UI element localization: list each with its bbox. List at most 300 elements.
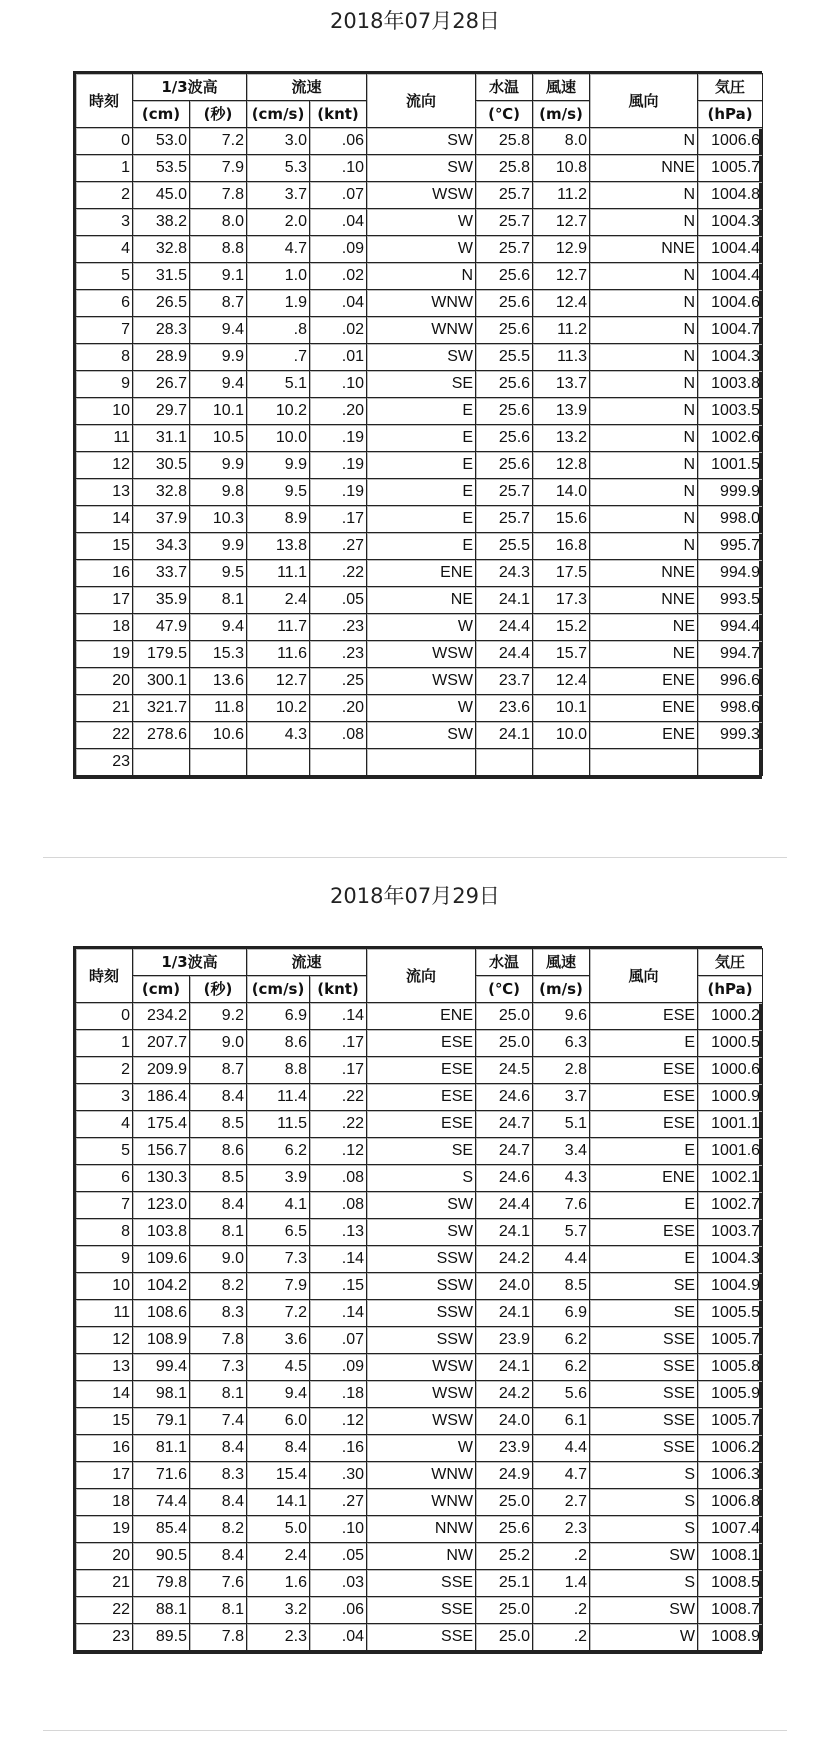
- cell-wind-speed: 15.7: [533, 641, 590, 668]
- cell-current-knt: .10: [310, 371, 367, 398]
- cell-wind-speed: 11.3: [533, 344, 590, 371]
- cell-current-knt: .04: [310, 209, 367, 236]
- cell-time: 4: [76, 1111, 133, 1138]
- cell-wave-height: 34.3: [133, 533, 190, 560]
- cell-wave-period: 9.4: [190, 614, 247, 641]
- cell-wind-speed: 12.4: [533, 668, 590, 695]
- cell-current-cms: 3.7: [247, 182, 310, 209]
- cell-wind-speed: 11.2: [533, 317, 590, 344]
- cell-current-direction: SW: [367, 722, 476, 749]
- cell-current-knt: .17: [310, 1030, 367, 1057]
- cell-current-knt: .09: [310, 1354, 367, 1381]
- cell-current-direction: WSW: [367, 641, 476, 668]
- cell-current-direction: N: [367, 263, 476, 290]
- cell-wave-height: 26.5: [133, 290, 190, 317]
- cell-wind-direction: NE: [590, 641, 698, 668]
- cell-current-knt: .04: [310, 1624, 367, 1651]
- table-row: [76, 1462, 763, 1489]
- cell-wave-period: 7.8: [190, 182, 247, 209]
- cell-wave-period: 7.2: [190, 128, 247, 155]
- cell-wave-period: 15.3: [190, 641, 247, 668]
- cell-time: 21: [76, 1570, 133, 1597]
- cell-current-knt: .02: [310, 317, 367, 344]
- cell-current-cms: 4.7: [247, 236, 310, 263]
- header-pressure: 気圧: [698, 949, 763, 976]
- header-current-knt: (knt): [310, 101, 367, 128]
- header-wind-speed-unit: (m/s): [533, 101, 590, 128]
- cell-current-knt: .07: [310, 182, 367, 209]
- cell-water-temp: 25.5: [476, 344, 533, 371]
- cell-wind-speed: 6.1: [533, 1408, 590, 1435]
- cell-current-knt: .08: [310, 722, 367, 749]
- cell-wind-speed: 17.5: [533, 560, 590, 587]
- cell-wind-speed: 15.2: [533, 614, 590, 641]
- table-row: [76, 1570, 763, 1597]
- cell-water-temp: 23.9: [476, 1435, 533, 1462]
- cell-pressure: 998.6: [698, 695, 763, 722]
- cell-water-temp: 23.7: [476, 668, 533, 695]
- cell-current-direction: WSW: [367, 182, 476, 209]
- cell-wind-speed: 2.8: [533, 1057, 590, 1084]
- table-row: [76, 263, 763, 290]
- cell-current-direction: WSW: [367, 1381, 476, 1408]
- cell-pressure: 1003.5: [698, 398, 763, 425]
- table-row: [76, 668, 763, 695]
- cell-current-knt: .15: [310, 1273, 367, 1300]
- cell-wave-height: 37.9: [133, 506, 190, 533]
- cell-wave-height: 47.9: [133, 614, 190, 641]
- cell-wind-speed: 8.5: [533, 1273, 590, 1300]
- cell-wave-period: 7.8: [190, 1327, 247, 1354]
- header-water-temp-unit: (℃): [476, 976, 533, 1003]
- cell-current-direction: E: [367, 452, 476, 479]
- cell-pressure: 994.7: [698, 641, 763, 668]
- cell-wave-period: 7.8: [190, 1624, 247, 1651]
- cell-wind-speed: 6.2: [533, 1327, 590, 1354]
- cell-current-cms: 15.4: [247, 1462, 310, 1489]
- cell-water-temp: 25.0: [476, 1624, 533, 1651]
- cell-pressure: 993.5: [698, 587, 763, 614]
- cell-current-direction: W: [367, 614, 476, 641]
- cell-time: 2: [76, 1057, 133, 1084]
- cell-water-temp: 24.1: [476, 722, 533, 749]
- cell-time: 0: [76, 1003, 133, 1030]
- cell-current-cms: 8.9: [247, 506, 310, 533]
- cell-wave-height: 32.8: [133, 479, 190, 506]
- cell-current-knt: .19: [310, 479, 367, 506]
- cell-wave-height: 98.1: [133, 1381, 190, 1408]
- cell-time: 3: [76, 209, 133, 236]
- cell-wind-direction: NNE: [590, 155, 698, 182]
- cell-wind-direction: S: [590, 1489, 698, 1516]
- cell-current-cms: .8: [247, 317, 310, 344]
- cell-current-direction: SSE: [367, 1570, 476, 1597]
- cell-time: 7: [76, 1192, 133, 1219]
- cell-water-temp: 24.6: [476, 1084, 533, 1111]
- cell-current-knt: .08: [310, 1192, 367, 1219]
- cell-current-cms: 1.6: [247, 1570, 310, 1597]
- cell-current-direction: WNW: [367, 317, 476, 344]
- cell-pressure: 994.4: [698, 614, 763, 641]
- cell-wind-direction: N: [590, 371, 698, 398]
- cell-wind-speed: 11.2: [533, 182, 590, 209]
- cell-wave-period: 13.6: [190, 668, 247, 695]
- table-row: [76, 290, 763, 317]
- cell-pressure: 1004.8: [698, 182, 763, 209]
- cell-wave-period: 8.4: [190, 1435, 247, 1462]
- cell-current-cms: 4.5: [247, 1354, 310, 1381]
- cell-water-temp: 24.2: [476, 1246, 533, 1273]
- cell-wave-period: 9.1: [190, 263, 247, 290]
- cell-wind-speed: .2: [533, 1543, 590, 1570]
- cell-pressure: 996.6: [698, 668, 763, 695]
- cell-wind-direction: ESE: [590, 1111, 698, 1138]
- table-row: [76, 1084, 763, 1111]
- cell-water-temp: 25.0: [476, 1597, 533, 1624]
- cell-wind-direction: ENE: [590, 668, 698, 695]
- cell-pressure: 1004.3: [698, 344, 763, 371]
- header-pressure-unit: (hPa): [698, 976, 763, 1003]
- cell-wave-height: 35.9: [133, 587, 190, 614]
- cell-time: 21: [76, 695, 133, 722]
- cell-water-temp: 24.1: [476, 587, 533, 614]
- cell-current-direction: E: [367, 533, 476, 560]
- cell-wind-speed: 12.7: [533, 209, 590, 236]
- header-wind-speed-unit: (m/s): [533, 976, 590, 1003]
- cell-current-cms: 11.6: [247, 641, 310, 668]
- cell-time: 16: [76, 560, 133, 587]
- cell-wave-period: [190, 749, 247, 776]
- cell-water-temp: 24.6: [476, 1165, 533, 1192]
- cell-wind-direction: NNE: [590, 587, 698, 614]
- cell-water-temp: 25.6: [476, 398, 533, 425]
- header-wave-sec: (秒): [190, 101, 247, 128]
- cell-wind-direction: N: [590, 209, 698, 236]
- cell-current-cms: 9.4: [247, 1381, 310, 1408]
- header-water-temp: 水温: [476, 74, 533, 101]
- cell-time: 16: [76, 1435, 133, 1462]
- cell-current-cms: 9.5: [247, 479, 310, 506]
- table-row: [76, 641, 763, 668]
- cell-wave-height: 108.6: [133, 1300, 190, 1327]
- cell-time: 4: [76, 236, 133, 263]
- cell-pressure: 1000.5: [698, 1030, 763, 1057]
- cell-current-knt: .07: [310, 1327, 367, 1354]
- cell-current-direction: SSE: [367, 1597, 476, 1624]
- cell-wave-height: 109.6: [133, 1246, 190, 1273]
- cell-current-knt: .16: [310, 1435, 367, 1462]
- header-current-dir: 流向: [367, 949, 476, 1003]
- cell-current-direction: E: [367, 425, 476, 452]
- header-current: 流速: [247, 74, 367, 101]
- cell-wave-height: 45.0: [133, 182, 190, 209]
- cell-wind-direction: NNE: [590, 560, 698, 587]
- cell-current-direction: ESE: [367, 1084, 476, 1111]
- cell-water-temp: 24.4: [476, 614, 533, 641]
- cell-wave-height: 123.0: [133, 1192, 190, 1219]
- cell-wave-period: 9.9: [190, 533, 247, 560]
- cell-current-direction: [367, 749, 476, 776]
- cell-time: 20: [76, 1543, 133, 1570]
- cell-time: 23: [76, 1624, 133, 1651]
- cell-wind-direction: N: [590, 506, 698, 533]
- header-pressure-unit: (hPa): [698, 101, 763, 128]
- cell-current-direction: W: [367, 695, 476, 722]
- cell-current-cms: 4.3: [247, 722, 310, 749]
- cell-wave-height: 278.6: [133, 722, 190, 749]
- cell-wind-speed: 7.6: [533, 1192, 590, 1219]
- cell-wind-direction: ESE: [590, 1219, 698, 1246]
- header-current-cms: (cm/s): [247, 976, 310, 1003]
- cell-wind-direction: SSE: [590, 1354, 698, 1381]
- cell-time: 22: [76, 1597, 133, 1624]
- cell-wave-height: 207.7: [133, 1030, 190, 1057]
- cell-pressure: 1000.2: [698, 1003, 763, 1030]
- cell-current-cms: 13.8: [247, 533, 310, 560]
- cell-wave-period: 10.3: [190, 506, 247, 533]
- cell-water-temp: 25.7: [476, 209, 533, 236]
- cell-current-cms: 2.3: [247, 1624, 310, 1651]
- cell-current-knt: .04: [310, 290, 367, 317]
- cell-current-direction: SE: [367, 371, 476, 398]
- cell-wave-period: 8.1: [190, 587, 247, 614]
- cell-current-direction: ENE: [367, 1003, 476, 1030]
- cell-water-temp: 24.0: [476, 1273, 533, 1300]
- cell-wave-height: 38.2: [133, 209, 190, 236]
- cell-pressure: 1003.8: [698, 371, 763, 398]
- cell-current-direction: SSE: [367, 1624, 476, 1651]
- cell-time: 18: [76, 1489, 133, 1516]
- cell-wind-speed: 3.7: [533, 1084, 590, 1111]
- cell-wind-direction: ENE: [590, 1165, 698, 1192]
- cell-time: 2: [76, 182, 133, 209]
- header-current-dir: 流向: [367, 74, 476, 128]
- cell-wave-height: 209.9: [133, 1057, 190, 1084]
- cell-current-direction: SW: [367, 128, 476, 155]
- cell-water-temp: 23.9: [476, 1327, 533, 1354]
- cell-current-cms: 6.9: [247, 1003, 310, 1030]
- cell-water-temp: 24.7: [476, 1111, 533, 1138]
- cell-current-cms: 1.9: [247, 290, 310, 317]
- cell-pressure: 1004.7: [698, 317, 763, 344]
- cell-wind-direction: [590, 749, 698, 776]
- cell-water-temp: 25.6: [476, 371, 533, 398]
- cell-current-knt: .14: [310, 1246, 367, 1273]
- cell-pressure: 1004.4: [698, 263, 763, 290]
- cell-current-knt: .27: [310, 533, 367, 560]
- table-row: [76, 1219, 763, 1246]
- cell-current-knt: .22: [310, 1084, 367, 1111]
- observation-table-1: [73, 71, 762, 779]
- cell-pressure: 1002.7: [698, 1192, 763, 1219]
- cell-wind-direction: SE: [590, 1300, 698, 1327]
- cell-current-knt: .12: [310, 1138, 367, 1165]
- cell-current-direction: ESE: [367, 1111, 476, 1138]
- cell-water-temp: 25.8: [476, 128, 533, 155]
- header-wind-speed: 風速: [533, 74, 590, 101]
- cell-current-direction: W: [367, 236, 476, 263]
- cell-pressure: 1000.9: [698, 1084, 763, 1111]
- table-row: [76, 1624, 763, 1651]
- cell-time: 22: [76, 722, 133, 749]
- cell-time: 20: [76, 668, 133, 695]
- cell-wind-speed: 6.9: [533, 1300, 590, 1327]
- table-body-1: [76, 128, 763, 776]
- cell-wind-direction: N: [590, 479, 698, 506]
- header-wind-dir: 風向: [590, 74, 698, 128]
- cell-wind-direction: N: [590, 263, 698, 290]
- table-row: [76, 1327, 763, 1354]
- cell-current-direction: ENE: [367, 560, 476, 587]
- cell-water-temp: 24.1: [476, 1219, 533, 1246]
- table-row: [76, 236, 763, 263]
- table-row: [76, 614, 763, 641]
- table-row: [76, 209, 763, 236]
- cell-current-knt: .03: [310, 1570, 367, 1597]
- cell-wave-period: 7.4: [190, 1408, 247, 1435]
- cell-wave-height: 234.2: [133, 1003, 190, 1030]
- cell-current-cms: 8.4: [247, 1435, 310, 1462]
- cell-wind-direction: N: [590, 290, 698, 317]
- table-row: [76, 398, 763, 425]
- cell-water-temp: 25.0: [476, 1003, 533, 1030]
- cell-time: 23: [76, 749, 133, 776]
- cell-wind-speed: 4.3: [533, 1165, 590, 1192]
- cell-wind-direction: E: [590, 1030, 698, 1057]
- header-time: 時刻: [76, 949, 133, 1003]
- cell-wind-speed: [533, 749, 590, 776]
- cell-current-knt: .23: [310, 641, 367, 668]
- table-row: [76, 1489, 763, 1516]
- cell-wave-height: 53.5: [133, 155, 190, 182]
- cell-water-temp: 25.6: [476, 425, 533, 452]
- table-row: [76, 1030, 763, 1057]
- cell-wave-period: 9.4: [190, 317, 247, 344]
- cell-current-cms: 14.1: [247, 1489, 310, 1516]
- cell-wind-speed: 15.6: [533, 506, 590, 533]
- table-row: [76, 1543, 763, 1570]
- cell-current-knt: .05: [310, 587, 367, 614]
- cell-current-cms: 10.2: [247, 695, 310, 722]
- cell-time: 11: [76, 425, 133, 452]
- cell-wind-speed: 1.4: [533, 1570, 590, 1597]
- cell-wave-period: 8.1: [190, 1219, 247, 1246]
- table-row: [76, 1138, 763, 1165]
- cell-time: 15: [76, 533, 133, 560]
- header-wave-sec: (秒): [190, 976, 247, 1003]
- cell-pressure: 1008.1: [698, 1543, 763, 1570]
- cell-wave-height: 28.3: [133, 317, 190, 344]
- cell-current-cms: 4.1: [247, 1192, 310, 1219]
- cell-water-temp: 25.6: [476, 452, 533, 479]
- cell-wind-direction: SSE: [590, 1381, 698, 1408]
- table-row: [76, 155, 763, 182]
- cell-current-cms: 5.0: [247, 1516, 310, 1543]
- cell-time: 6: [76, 290, 133, 317]
- cell-current-cms: 3.9: [247, 1165, 310, 1192]
- cell-water-temp: 25.7: [476, 479, 533, 506]
- cell-wind-speed: 13.7: [533, 371, 590, 398]
- cell-wave-height: [133, 749, 190, 776]
- cell-wind-direction: N: [590, 398, 698, 425]
- cell-wave-height: 89.5: [133, 1624, 190, 1651]
- cell-current-knt: .02: [310, 263, 367, 290]
- cell-current-direction: W: [367, 209, 476, 236]
- cell-time: 15: [76, 1408, 133, 1435]
- cell-wind-speed: 10.0: [533, 722, 590, 749]
- cell-current-knt: .17: [310, 1057, 367, 1084]
- cell-current-direction: NNW: [367, 1516, 476, 1543]
- cell-water-temp: 25.0: [476, 1489, 533, 1516]
- cell-wind-speed: .2: [533, 1624, 590, 1651]
- cell-wind-direction: SE: [590, 1273, 698, 1300]
- cell-wave-height: 32.8: [133, 236, 190, 263]
- cell-water-temp: 25.6: [476, 290, 533, 317]
- cell-wave-period: 8.3: [190, 1300, 247, 1327]
- cell-wind-speed: 12.4: [533, 290, 590, 317]
- cell-time: 18: [76, 614, 133, 641]
- cell-pressure: 1006.2: [698, 1435, 763, 1462]
- cell-wind-speed: 17.3: [533, 587, 590, 614]
- cell-time: 17: [76, 1462, 133, 1489]
- cell-current-cms: 2.4: [247, 587, 310, 614]
- cell-wave-period: 8.7: [190, 1057, 247, 1084]
- cell-current-knt: .30: [310, 1462, 367, 1489]
- cell-water-temp: 24.1: [476, 1354, 533, 1381]
- cell-wave-period: 8.8: [190, 236, 247, 263]
- cell-water-temp: 25.0: [476, 1030, 533, 1057]
- cell-current-knt: .14: [310, 1003, 367, 1030]
- cell-current-direction: SSW: [367, 1327, 476, 1354]
- cell-pressure: 1006.8: [698, 1489, 763, 1516]
- cell-wind-direction: ESE: [590, 1084, 698, 1111]
- cell-wave-period: 8.2: [190, 1516, 247, 1543]
- cell-time: 13: [76, 1354, 133, 1381]
- cell-wave-period: 9.4: [190, 371, 247, 398]
- cell-wave-height: 103.8: [133, 1219, 190, 1246]
- header-water-temp-unit: (℃): [476, 101, 533, 128]
- cell-pressure: 1008.9: [698, 1624, 763, 1651]
- cell-wave-period: 9.8: [190, 479, 247, 506]
- cell-current-cms: 12.7: [247, 668, 310, 695]
- cell-water-temp: 25.2: [476, 1543, 533, 1570]
- cell-current-cms: 10.2: [247, 398, 310, 425]
- cell-wind-direction: N: [590, 128, 698, 155]
- table-row: [76, 1246, 763, 1273]
- cell-pressure: 1008.7: [698, 1597, 763, 1624]
- header-wave-cm: (cm): [133, 101, 190, 128]
- day-title-2: 2018年07月29日: [330, 884, 500, 908]
- cell-wind-speed: 2.7: [533, 1489, 590, 1516]
- cell-wave-period: 8.3: [190, 1462, 247, 1489]
- cell-wind-direction: E: [590, 1246, 698, 1273]
- cell-wind-direction: N: [590, 182, 698, 209]
- section-divider-2: [43, 1730, 787, 1731]
- cell-time: 9: [76, 1246, 133, 1273]
- table-row: [76, 1597, 763, 1624]
- cell-time: 9: [76, 371, 133, 398]
- cell-wave-period: 8.4: [190, 1543, 247, 1570]
- cell-time: 14: [76, 1381, 133, 1408]
- cell-wind-direction: SSE: [590, 1435, 698, 1462]
- cell-current-direction: SW: [367, 155, 476, 182]
- section-divider-1: [43, 857, 787, 858]
- cell-wave-period: 8.7: [190, 290, 247, 317]
- cell-current-direction: SW: [367, 1219, 476, 1246]
- cell-water-temp: 25.1: [476, 1570, 533, 1597]
- cell-water-temp: 25.6: [476, 1516, 533, 1543]
- cell-time: 12: [76, 1327, 133, 1354]
